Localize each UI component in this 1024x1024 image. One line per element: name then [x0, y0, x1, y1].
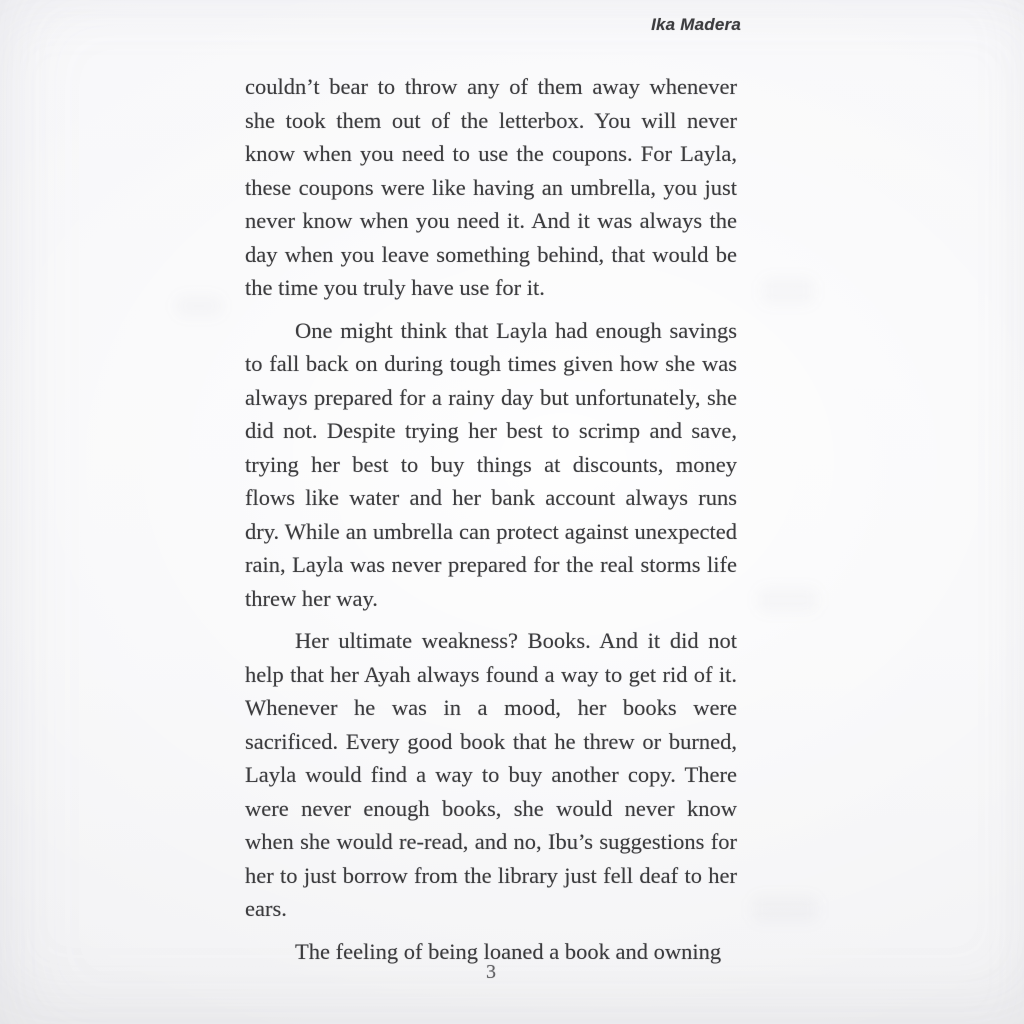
paragraph: Her ultimate weakness? Books. And it did not help that her Ayah always found a way to get rid of it. Whenever he was in a mood, her books were sacrificed. Every good book that he threw or burned, Layla would find a way to buy another copy. There were never enough books, she would never know when she would re-read, and no, Ibu’s suggestions for her to just borrow from the library just fell deaf to her ears.: [245, 628, 737, 921]
scan-bleed-artifact: [176, 296, 222, 316]
paragraph: The feeling of being loaned a book and owning: [295, 938, 722, 964]
running-header-author: Ika Madera: [651, 15, 741, 34]
paragraph: One might think that Layla had enough savings to fall back on during tough times given how she was always prepared for a rainy day but unfortunately, she did not. Despite trying her best to scrimp and save, trying her best to buy things at discounts, money flows like water and her bank account always runs dry. While an umbrella can protect against unexpected rain, Layla was never prepared for the real storms life threw her way.: [245, 317, 737, 611]
scan-bleed-artifact: [758, 588, 818, 612]
scan-bleed-artifact: [762, 278, 814, 304]
page-number: 3: [486, 961, 496, 983]
scan-bleed-artifact: [752, 896, 818, 922]
paragraph: couldn’t bear to throw any of them away whenever she took them out of the letterbox. You will never know when you need to use the coupons. For Layla, these coupons were like having an umbrella, you just never know when you need it. And it was always the day when you leave something behind, that would be the time you truly have use for it.: [245, 74, 737, 300]
body-text-block: [245, 70, 737, 977]
